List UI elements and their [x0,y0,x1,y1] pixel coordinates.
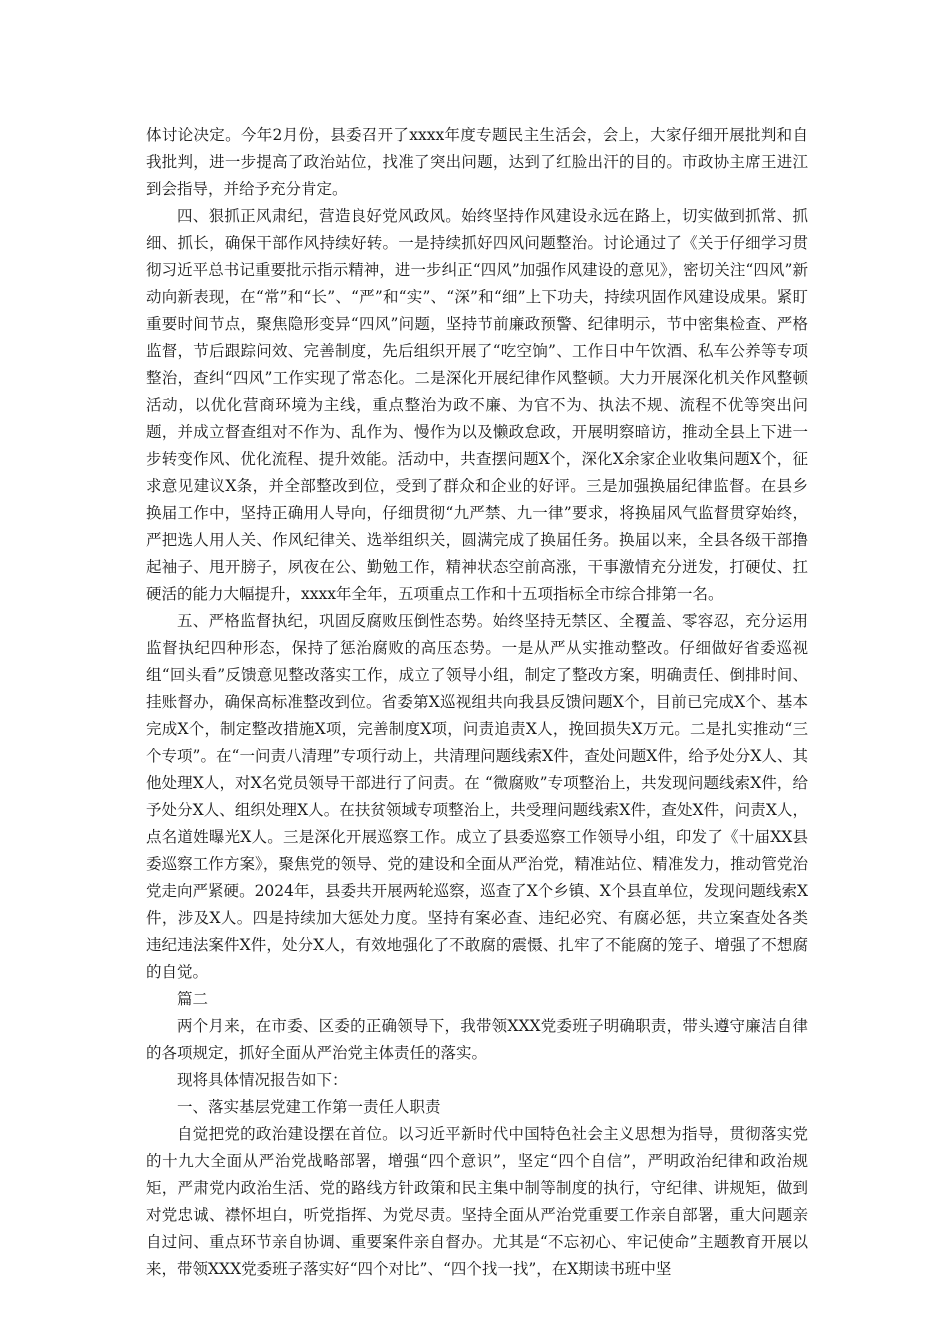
paragraph-section-four: 四、狠抓正风肃纪，营造良好党风政风。始终坚持作风建设永远在路上，切实做到抓常、抓细、抓长，确保干部作风持续好转。一是持续抓好四风问题整治。讨论通过了《关于仔细学习贯彻习近平总书记重要批示指示精神，进一步纠正“四风”加强作风建设的意见》，密切关注“四风”新动向新表现，在“常”和“长”、“严”和“实”、“深”和“细”上下功夫，持续巩固作风建设成果。紧盯重要时间节点，聚焦隐形变异“四风”问题，坚持节前廉政预警、纪律明示，节中密集检查、严格监督，节后跟踪问效、完善制度，先后组织开展了“吃空饷”、工作日中午饮酒、私车公养等专项整治，查纠“四风”工作实现了常态化。二是深化开展纪律作风整顿。大力开展深化机关作风整顿活动，以优化营商环境为主线，重点整治为政不廉、为官不为、执法不规、流程不优等突出问题，并成立督查组对不作为、乱作为、慢作为以及懒政怠政，开展明察暗访，推动全县上下进一步转变作风、优化流程、提升效能。活动中，共查摆问题X个，深化X余家企业收集问题X个，征求意见建议X条，并全部整改到位，受到了群众和企业的好评。三是加强换届纪律监督。在县乡换届工作中，坚持正确用人导向，仔细贯彻“九严禁、九一律”要求，将换届风气监督贯穿始终，严把选人用人关、作风纪律关、选举组织关，圆满完成了换届任务。换届以来，全县各级干部撸起袖子、甩开膀子，夙夜在公、勤勉工作，精神状态空前高涨，干事激情充分迸发，打硬仗、扛硬活的能力大幅提升，xxxx年全年，五项重点工作和十五项指标全市综合排第一名。 [146,207,808,603]
paragraph-intro: 两个月来，在市委、区委的正确领导下，我带领XXX党委班子明确职责，带头遵守廉洁自律的各项规定，抓好全面从严治党主体责任的落实。 [146,1017,808,1062]
document-body [146,122,808,1283]
paragraph-continuation: 体讨论决定。今年2月份，县委召开了xxxx年度专题民主生活会，会上，大家仔细开展批判和自我批判，进一步提高了政治站位，找准了突出问题，达到了红脸出汗的目的。市政协主席王进江到会指导，并给予充分肯定。 [146,126,808,198]
paragraph-section-five: 五、严格监督执纪，巩固反腐败压倒性态势。始终坚持无禁区、全覆盖、零容忍，充分运用监督执纪四种形态，保持了惩治腐败的高压态势。一是从严从实推动整改。仔细做好省委巡视组“回头看”反馈意见整改落实工作，成立了领导小组，制定了整改方案，明确责任、倒排时间、挂账督办，确保高标准整改到位。省委第X巡视组共向我县反馈问题X个，目前已完成X个、基本完成X个，制定整改措施X项，完善制度X项，问责追责X人，挽回损失X万元。二是扎实推动“三个专项”。在“一问责八清理”专项行动上，共清理问题线索X件，查处问题X件，给予处分X人、其他处理X人，对X名党员领导干部进行了问责。在 “微腐败”专项整治上，共发现问题线索X件，给予处分X人、组织处理X人。在扶贫领域专项整治上，共受理问题线索X件，查处X件，问责X人，点名道姓曝光X人。三是深化开展巡察工作。成立了县委巡察工作领导小组，印发了《十届XX县委巡察工作方案》，聚焦党的领导、党的建设和全面从严治党，精准站位、精准发力，推动管党治党走向严紧硬。2024年，县委共开展两轮巡察，巡查了X个乡镇、X个县直单位，发现问题线索X件，涉及X人。四是持续加大惩处力度。坚持有案必查、违纪必究、有腐必惩，共立案查处各类违纪违法案件X件，处分X人，有效地强化了不敢腐的震慑、扎牢了不能腐的笼子、增强了不想腐的自觉。 [146,612,808,981]
paragraph-political-construction: 自觉把党的政治建设摆在首位。以习近平新时代中国特色社会主义思想为指导，贯彻落实党的十九大全面从严治党战略部署，增强“四个意识”，坚定“四个自信”，严明政治纪律和政治规矩，严肃党内政治生活、党的路线方针政策和民主集中制等制度的执行，守纪律、讲规矩，做到对党忠诚、襟怀坦白，听党指挥、为党尽责。坚持全面从严治党重要工作亲自部署，重大问题亲自过问、重点环节亲自协调、重要案件亲自督办。尤其是“不忘初心、牢记使命”主题教育开展以来，带领XXX党委班子落实好“四个对比”、“四个找一找”，在X期读书班中坚 [146,1125,808,1278]
subheading-first-responsibility: 一、落实基层党建工作第一责任人职责 [177,1098,441,1116]
paragraph-report-lead: 现将具体情况报告如下： [177,1071,348,1089]
section-heading-part-two: 篇二 [177,990,209,1008]
